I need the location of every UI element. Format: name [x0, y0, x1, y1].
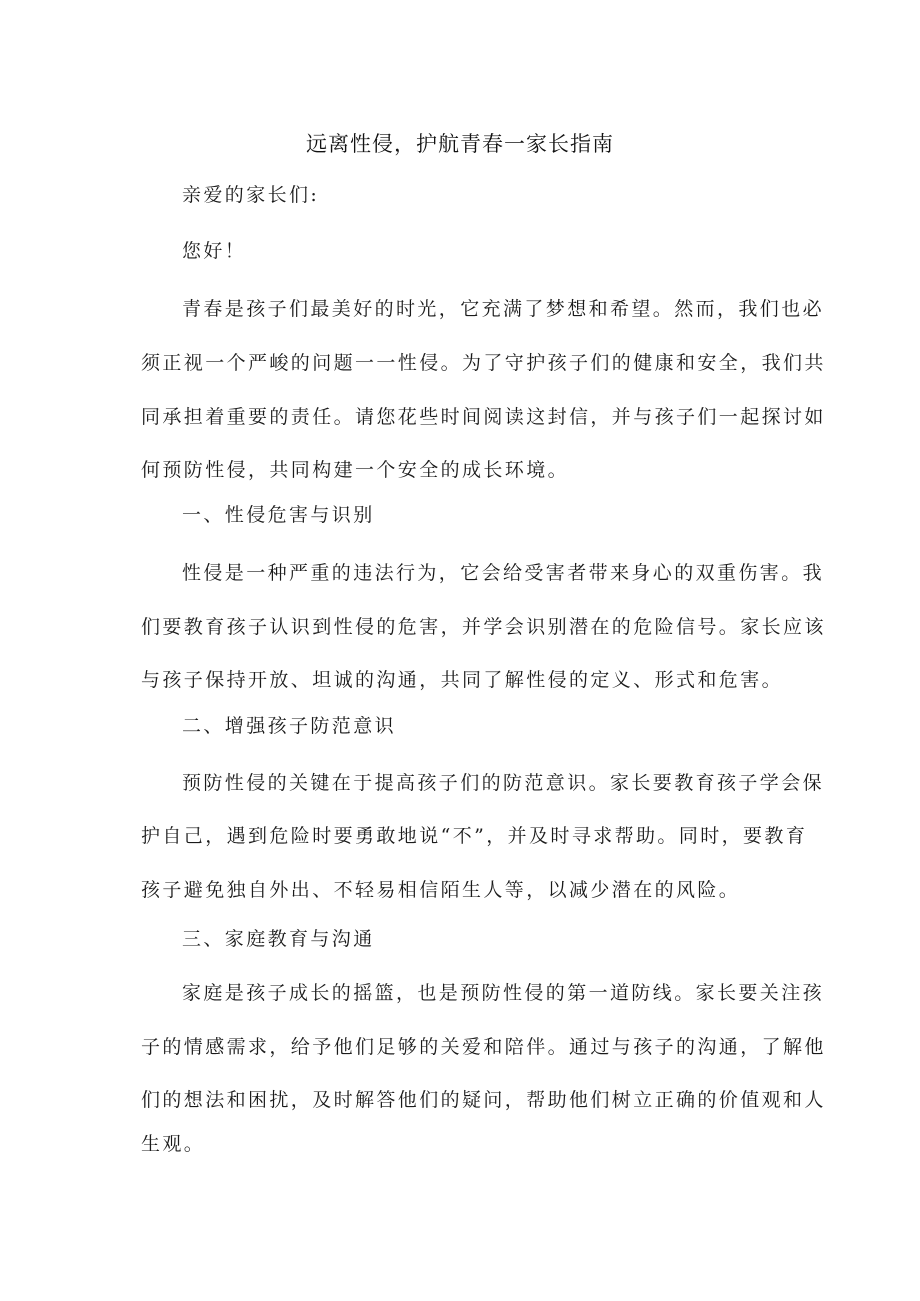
section-line: 子的情感需求，给予他们足够的关爱和陪伴。通过与孩子的沟通，了解他	[141, 1036, 826, 1058]
document-title: 远离性侵，护航青春一家长指南	[306, 132, 614, 156]
section-heading: 一、性侵危害与识别	[182, 504, 375, 526]
intro-line: 青春是孩子们最美好的时光，它充满了梦想和希望。然而，我们也必	[182, 298, 825, 320]
section-line: 护自己，遇到危险时要勇敢地说“不”，并及时寻求帮助。同时，要教育	[141, 825, 808, 847]
intro-line: 何预防性侵，共同构建一个安全的成长环境。	[141, 459, 570, 481]
intro-line: 须正视一个严峻的问题一一性侵。为了守护孩子们的健康和安全，我们共	[141, 352, 826, 374]
intro-line: 同承担着重要的责任。请您花些时间阅读这封信，并与孩子们一起探讨如	[141, 406, 826, 428]
section-line: 家庭是孩子成长的摇篮，也是预防性侵的第一道防线。家长要关注孩	[182, 982, 825, 1004]
section-line: 预防性侵的关键在于提高孩子们的防范意识。家长要教育孩子学会保	[182, 772, 825, 794]
section-heading: 三、家庭教育与沟通	[182, 928, 375, 950]
section-line: 与孩子保持开放、坦诚的沟通，共同了解性侵的定义、形式和危害。	[141, 669, 784, 691]
greeting: 亲爱的家长们:	[182, 184, 320, 206]
section-line: 性侵是一种严重的违法行为，它会给受害者带来身心的双重伤害。我	[182, 562, 825, 584]
section-line: 孩子避免独自外出、不轻易相信陌生人等，以减少潜在的风险。	[141, 879, 741, 901]
section-line: 们要教育孩子认识到性侵的危害，并学会识别潜在的危险信号。家长应该	[141, 616, 826, 638]
salutation: 您好！	[182, 240, 247, 262]
section-line: 们的想法和困扰，及时解答他们的疑问，帮助他们树立正确的价值观和人	[141, 1089, 826, 1111]
section-line: 生观。	[141, 1133, 206, 1155]
section-heading: 二、增强孩子防范意识	[182, 715, 397, 737]
